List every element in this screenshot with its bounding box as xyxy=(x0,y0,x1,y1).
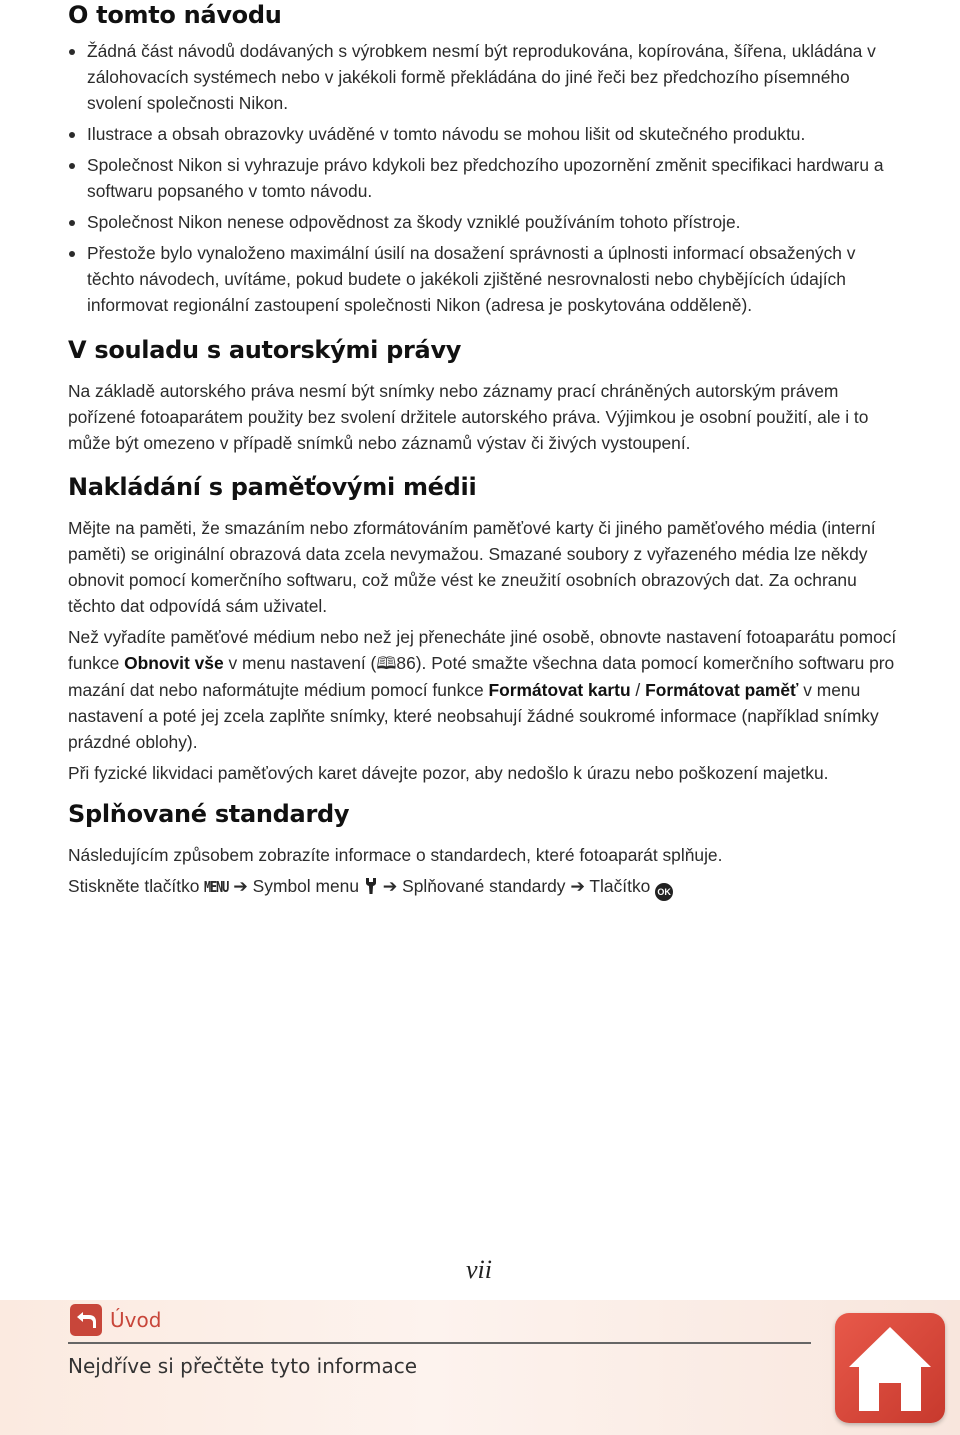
about-bullet-4: Společnost Nikon nenese odpovědnost za škody vzniklé používáním tohoto přístroje. xyxy=(68,209,898,235)
heading-copyright: V souladu s autorskými právy xyxy=(68,336,462,364)
heading-media: Nakládání s paměťovými médii xyxy=(68,473,477,501)
home-button[interactable] xyxy=(835,1313,945,1423)
menu-button-icon: MENU xyxy=(204,878,229,896)
arrow-icon: ➔ xyxy=(233,876,248,896)
home-icon xyxy=(845,1321,935,1415)
footer-divider xyxy=(68,1342,811,1344)
footer-section-title: Nejdříve si přečtěte tyto informace xyxy=(68,1354,418,1378)
arrow-icon: ➔ xyxy=(570,876,585,896)
about-bullet-1: Žádná část návodů dodávaných s výrobkem nesmí být reprodukována, kopírována, šířena, ukládána v zálohovacích systémech nebo v jakékoli formě překládána do jiné řeči bez předchozího písemného svolení společnosti Nikon. xyxy=(68,38,898,116)
about-bullet-list xyxy=(68,38,898,323)
heading-standards: Splňované standardy xyxy=(68,800,350,828)
media-paragraph-1: Mějte na paměti, že smazáním nebo zformátováním paměťové karty či jiného paměťového média (interní paměti) se originální obrazová data zcela nevymažou. Smazané soubory z vyřazeného média lze někdy obnovit pomocí komerčního softwaru, což může vést ke zneužití osobních obrazových dat. Za ochranu těchto dat odpovídá sám uživatel. xyxy=(68,518,876,616)
format-card-option: Formátovat kartu xyxy=(488,680,631,700)
copyright-text: Na základě autorského práva nesmí být snímky nebo záznamy prací chráněných autorským právem pořízené fotoaparátem použity bez svolení držitele autorského práva. Výjimkou je osobní použití, ale i to může být omezeno v případě snímků nebo záznamů výstav či živých vystoupení. xyxy=(68,381,869,453)
back-icon[interactable] xyxy=(70,1304,102,1336)
format-memory-option: Formátovat paměť xyxy=(645,680,799,700)
media-paragraph-3: Při fyzické likvidaci paměťových karet dávejte pozor, aby nedošlo k úrazu nebo poškození majetku. xyxy=(68,763,829,783)
about-bullet-2: Ilustrace a obsah obrazovky uváděné v tomto návodu se mohou lišit od skutečného produktu. xyxy=(68,121,898,147)
about-bullet-3: Společnost Nikon si vyhrazuje právo kdykoli bez předchozího upozornění změnit specifikaci hardwaru a softwaru popsaného v tomto návodu. xyxy=(68,152,898,204)
media-paragraph-2: Než vyřadíte paměťové médium nebo než jej přenecháte jiné osobě, obnovte nastavení fotoaparátu pomocí funkce Obnovit vše v menu nastavení (🕮86). Poté smažte všechna data pomocí komerčního softwaru pro mazání dat nebo naformátujte médium pomocí funkce Formátovat kartu / Formátovat paměť v menu nastavení a poté jej zcela zaplňte snímky, které neobsahují žádné soukromé informace (například snímky prázdné oblohy). xyxy=(68,627,897,752)
page-number: vii xyxy=(466,1255,492,1284)
reset-all-option: Obnovit vše xyxy=(124,653,224,673)
back-link-intro[interactable]: Úvod xyxy=(110,1308,162,1332)
section-standards xyxy=(68,798,898,906)
standards-intro: Následujícím způsobem zobrazíte informace o standardech, které fotoaparát splňuje. xyxy=(68,845,723,865)
book-icon: 🕮 xyxy=(376,654,397,673)
section-copyright xyxy=(68,334,898,461)
section-media xyxy=(68,471,898,791)
about-bullet-5: Přestože bylo vynaloženo maximální úsilí na dosažení správnosti a úplnosti informací obsažených v těchto návodech, uvítáme, pokud budete o jakékoli zjištěné nesrovnalosti nebo chybějících údajích informovat regionální zastoupení společnosti Nikon (adresa je poskytována odděleně). xyxy=(68,240,898,318)
arrow-icon: ➔ xyxy=(382,876,398,896)
wrench-icon xyxy=(364,876,378,896)
heading-about: O tomto návodu xyxy=(68,1,282,29)
standards-steps: Stiskněte tlačítko MENU ➔ Symbol menu ➔ Splňované standardy ➔ Tlačítko OK xyxy=(68,873,898,901)
page-reference-link[interactable]: 86 xyxy=(396,653,416,673)
ok-button-icon: OK xyxy=(655,883,673,901)
